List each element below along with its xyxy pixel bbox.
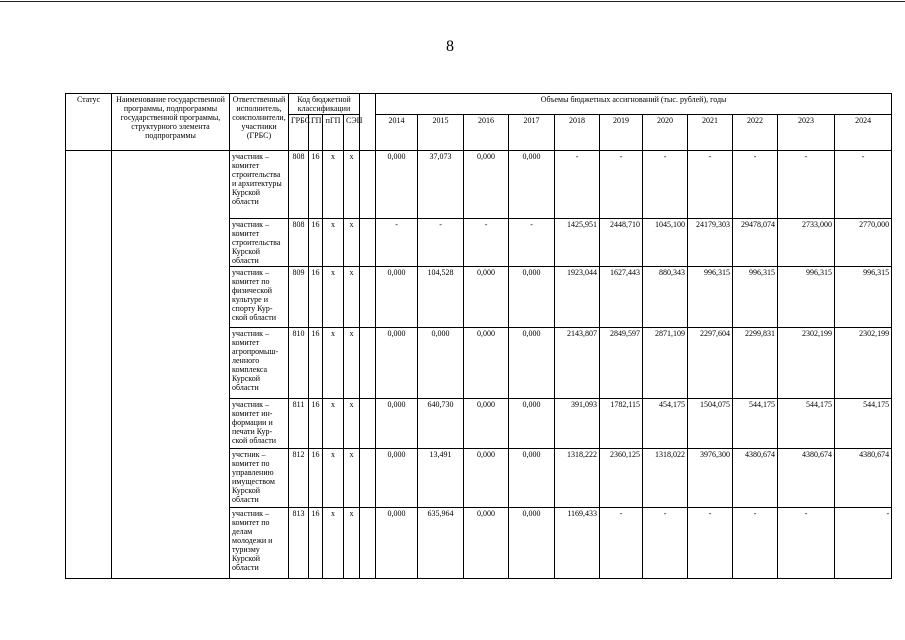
value-cell: 0,000 <box>509 508 555 579</box>
spacer-cell <box>360 508 376 579</box>
header-budget-volume: Объемы бюджетных ассигнований (тыс. рублей), годы <box>376 94 892 115</box>
pgp-cell: x <box>323 399 344 449</box>
value-cell: - <box>778 151 835 219</box>
header-year: 2024 <box>835 115 892 151</box>
value-cell: 2302,199 <box>835 328 892 399</box>
value-cell: 2733,000 <box>778 219 835 267</box>
value-cell: 0,000 <box>509 267 555 328</box>
value-cell: 37,073 <box>418 151 464 219</box>
value-cell: 996,315 <box>778 267 835 328</box>
header-year: 2021 <box>688 115 733 151</box>
value-cell: - <box>835 151 892 219</box>
value-cell: 0,000 <box>464 328 509 399</box>
value-cell: 1627,443 <box>600 267 643 328</box>
value-cell: - <box>733 508 778 579</box>
pgp-cell: x <box>323 219 344 267</box>
value-cell: 2871,109 <box>643 328 688 399</box>
value-cell: 996,315 <box>835 267 892 328</box>
header-name: Наименование государственной программы, подпрограммы государственной программы, структурного элемента подпрограммы <box>112 94 230 151</box>
value-cell: 544,175 <box>733 399 778 449</box>
pgp-cell: x <box>323 449 344 508</box>
value-cell: - <box>376 219 418 267</box>
header-responsible: Ответственный исполнитель, соисполнители, участники (ГРБС) <box>230 94 289 151</box>
value-cell: 0,000 <box>376 508 418 579</box>
value-cell: 0,000 <box>376 151 418 219</box>
value-cell: - <box>688 508 733 579</box>
value-cell: 2770,000 <box>835 219 892 267</box>
value-cell: 544,175 <box>778 399 835 449</box>
value-cell: 104,528 <box>418 267 464 328</box>
sep-cell: x <box>344 328 360 399</box>
spacer-cell <box>360 151 376 219</box>
header-year: 2015 <box>418 115 464 151</box>
participant-cell: учстник – комитет по управлению имуществом Курской области <box>230 449 289 508</box>
value-cell: - <box>835 508 892 579</box>
header-year: 2023 <box>778 115 835 151</box>
value-cell: 454,175 <box>643 399 688 449</box>
value-cell: - <box>643 508 688 579</box>
participant-cell: участник – комитет по физической культуре и спорту Кур-ской области <box>230 267 289 328</box>
value-cell: 0,000 <box>464 399 509 449</box>
value-cell: 0,000 <box>509 449 555 508</box>
grbs-cell: 813 <box>289 508 309 579</box>
name-cell <box>112 151 230 579</box>
value-cell: 4380,674 <box>778 449 835 508</box>
value-cell: 391,093 <box>555 399 600 449</box>
grbs-cell: 810 <box>289 328 309 399</box>
value-cell: 1318,022 <box>643 449 688 508</box>
spacer-cell <box>360 219 376 267</box>
header-year: 2022 <box>733 115 778 151</box>
value-cell: 996,315 <box>688 267 733 328</box>
value-cell: 0,000 <box>376 399 418 449</box>
value-cell: 1782,115 <box>600 399 643 449</box>
gp-cell: 16 <box>309 328 323 399</box>
value-cell: 635,964 <box>418 508 464 579</box>
status-cell <box>66 151 112 579</box>
value-cell: 0,000 <box>376 449 418 508</box>
value-cell: 2299,831 <box>733 328 778 399</box>
header-status: Статус <box>66 94 112 151</box>
value-cell: - <box>643 151 688 219</box>
spacer-cell <box>360 267 376 328</box>
value-cell: - <box>418 219 464 267</box>
value-cell: 3976,300 <box>688 449 733 508</box>
header-code-sep: СЭП <box>344 115 360 151</box>
spacer-cell <box>360 399 376 449</box>
value-cell: 0,000 <box>509 399 555 449</box>
value-cell: 0,000 <box>464 151 509 219</box>
grbs-cell: 811 <box>289 399 309 449</box>
pgp-cell: x <box>323 267 344 328</box>
sep-cell: x <box>344 399 360 449</box>
value-cell: 1318,222 <box>555 449 600 508</box>
value-cell: 2297,604 <box>688 328 733 399</box>
value-cell: - <box>555 151 600 219</box>
gp-cell: 16 <box>309 449 323 508</box>
value-cell: 2302,199 <box>778 328 835 399</box>
value-cell: 24179,303 <box>688 219 733 267</box>
spacer-cell <box>360 449 376 508</box>
value-cell: 29478,074 <box>733 219 778 267</box>
value-cell: 4380,674 <box>733 449 778 508</box>
grbs-cell: 809 <box>289 267 309 328</box>
value-cell: - <box>688 151 733 219</box>
sep-cell: x <box>344 267 360 328</box>
gp-cell: 16 <box>309 399 323 449</box>
gp-cell: 16 <box>309 508 323 579</box>
sep-cell: x <box>344 508 360 579</box>
header-year: 2019 <box>600 115 643 151</box>
gp-cell: 16 <box>309 219 323 267</box>
grbs-cell: 808 <box>289 219 309 267</box>
value-cell: 2143,807 <box>555 328 600 399</box>
value-cell: 0,000 <box>418 328 464 399</box>
value-cell: 1923,044 <box>555 267 600 328</box>
value-cell: - <box>600 508 643 579</box>
participant-cell: участник – комитет по делам молодежи и туризму Курской области <box>230 508 289 579</box>
value-cell: 1425,951 <box>555 219 600 267</box>
value-cell: - <box>464 219 509 267</box>
value-cell: 1045,100 <box>643 219 688 267</box>
participant-cell: участник – комитет строительства Курской области <box>230 219 289 267</box>
gp-cell: 16 <box>309 151 323 219</box>
value-cell: 1504,075 <box>688 399 733 449</box>
header-year: 2017 <box>509 115 555 151</box>
header-year: 2020 <box>643 115 688 151</box>
header-budget-code: Код бюджетной классификации <box>289 94 360 115</box>
page-number: 8 <box>446 38 454 55</box>
grbs-cell: 812 <box>289 449 309 508</box>
value-cell: 996,315 <box>733 267 778 328</box>
value-cell: 0,000 <box>376 267 418 328</box>
value-cell: 0,000 <box>509 328 555 399</box>
top-border-line <box>0 1 905 2</box>
header-code-pgp: пГП <box>323 115 344 151</box>
value-cell: 0,000 <box>464 267 509 328</box>
pgp-cell: x <box>323 328 344 399</box>
header-code-gp: ГП <box>309 115 323 151</box>
value-cell: - <box>733 151 778 219</box>
value-cell: 4380,674 <box>835 449 892 508</box>
grbs-cell: 808 <box>289 151 309 219</box>
header-year: 2016 <box>464 115 509 151</box>
value-cell: 0,000 <box>464 508 509 579</box>
value-cell: 880,343 <box>643 267 688 328</box>
participant-cell: участник – комитет строительства и архитектуры Курской области <box>230 151 289 219</box>
participant-cell: участник – комитет агропромыш-ленного комплекса Курской области <box>230 328 289 399</box>
sep-cell: x <box>344 151 360 219</box>
value-cell: 1169,433 <box>555 508 600 579</box>
value-cell: 0,000 <box>464 449 509 508</box>
header-year: 2014 <box>376 115 418 151</box>
value-cell: 2849,597 <box>600 328 643 399</box>
value-cell: 0,000 <box>376 328 418 399</box>
participant-cell: участник – комитет ин-формации и печати Кур-ской области <box>230 399 289 449</box>
value-cell: 2448,710 <box>600 219 643 267</box>
sep-cell: x <box>344 449 360 508</box>
value-cell: 2360,125 <box>600 449 643 508</box>
value-cell: 0,000 <box>509 151 555 219</box>
value-cell: - <box>509 219 555 267</box>
value-cell: 544,175 <box>835 399 892 449</box>
budget-table <box>65 93 892 579</box>
gp-cell: 16 <box>309 267 323 328</box>
header-year: 2018 <box>555 115 600 151</box>
pgp-cell: x <box>323 151 344 219</box>
header-code-grbs: ГРБС <box>289 115 309 151</box>
spacer-cell <box>360 328 376 399</box>
value-cell: 640,730 <box>418 399 464 449</box>
pgp-cell: x <box>323 508 344 579</box>
value-cell: - <box>778 508 835 579</box>
value-cell: 13,491 <box>418 449 464 508</box>
sep-cell: x <box>344 219 360 267</box>
table-row <box>66 151 892 219</box>
value-cell: - <box>600 151 643 219</box>
